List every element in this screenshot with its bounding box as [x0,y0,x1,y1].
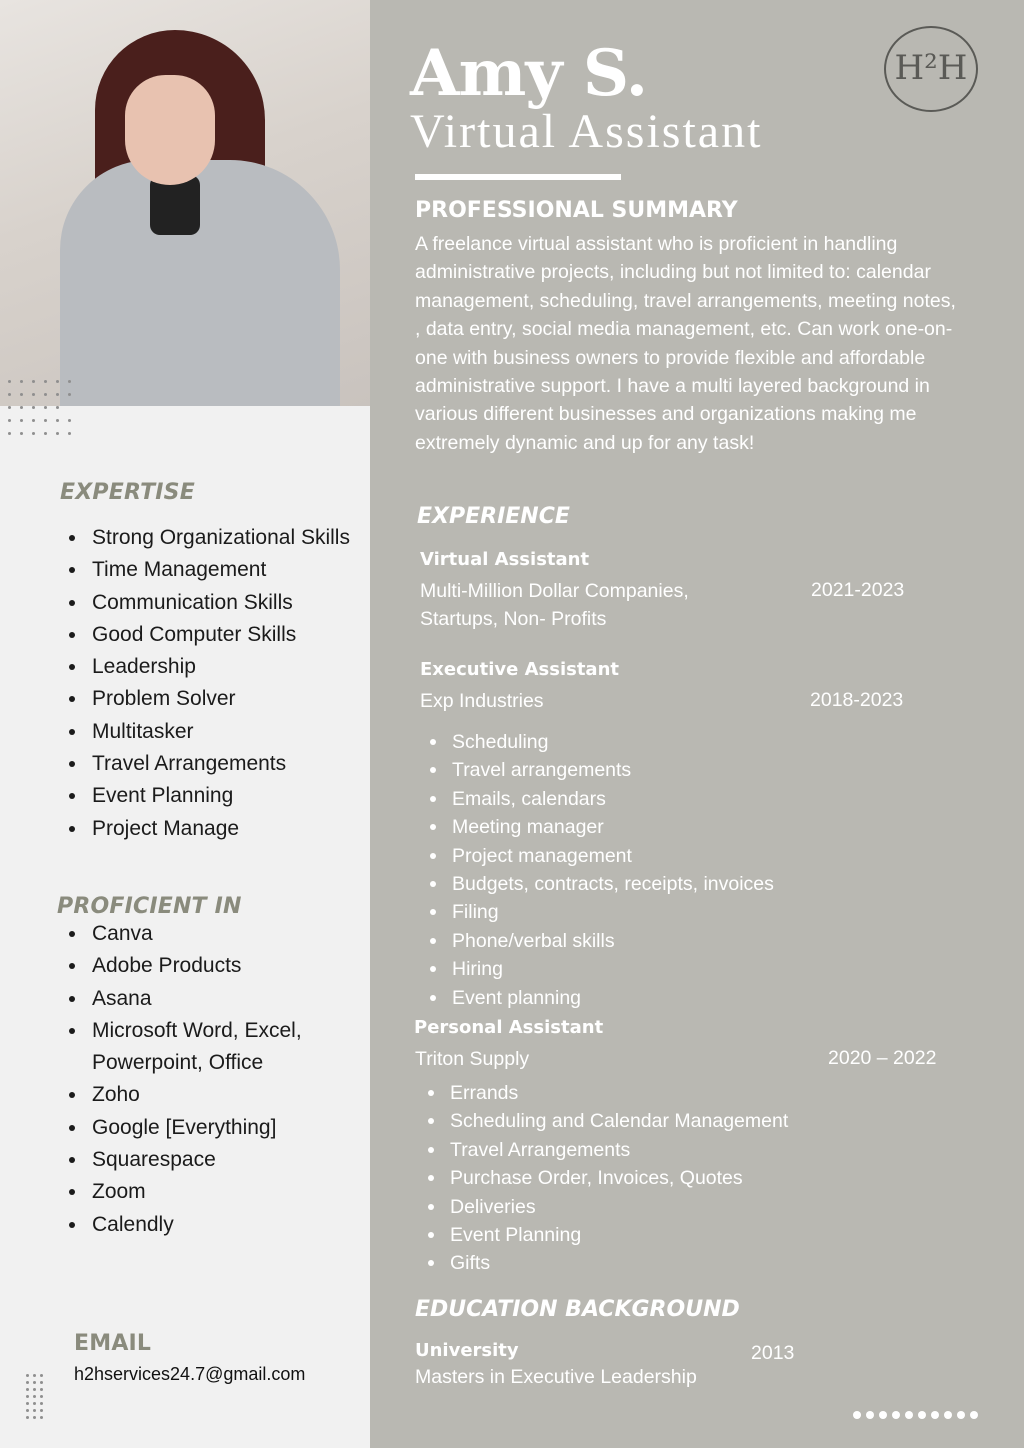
education-heading: EDUCATION BACKGROUND [415,1297,740,1322]
education-year: 2013 [751,1342,795,1364]
candidate-name: Amy S. [410,36,648,111]
summary-text: A freelance virtual assistant who is proficient in handling administrative projects, including but not limited to: calendar management, scheduling, travel arrangements, meeting notes, , data entry, social media management, etc. Can work one-on-one with business owners to provide flexible and affordable administrative support. I have a multi layered background in various different businesses and organizations making me extremely dynamic and up for any task! [415,233,956,454]
list-item: Communication Skills [62,587,350,619]
job-role: Personal Assistant [414,1017,604,1038]
list-item: Canva [62,918,352,950]
left-column [0,0,370,1448]
list-item: Google [Everything] [62,1112,352,1144]
job-company: Triton Supply [415,1048,530,1070]
job-role: Virtual Assistant [420,549,590,570]
brand-logo: H²H [884,26,978,112]
education-school: University [415,1340,519,1361]
list-item: Event Planning [62,780,350,812]
list-item: Deliveries [414,1193,788,1221]
photo-jacket [60,160,340,406]
list-item: Scheduling and Calendar Management [414,1107,788,1135]
list-item: Travel arrangements [416,756,774,784]
job-dates: 2021-2023 [811,579,905,601]
profile-photo [0,0,370,406]
proficient-list [62,918,352,1241]
list-item: Multitasker [62,716,350,748]
list-item: Strong Organizational Skills [62,522,350,554]
proficient-heading: PROFICIENT IN [57,894,242,919]
education-degree: Masters in Executive Leadership [415,1366,697,1388]
list-item: Project management [416,842,774,870]
expertise-list [62,522,350,845]
expertise-heading: EXPERTISE [60,480,195,505]
list-item: Asana [62,983,352,1015]
decorative-dots-footer [853,1404,983,1423]
list-item: Gifts [414,1249,788,1277]
list-item: Travel Arrangements [62,748,350,780]
list-item: Phone/verbal skills [416,927,774,955]
list-item: Budgets, contracts, receipts, invoices [416,870,774,898]
list-item: Good Computer Skills [62,619,350,651]
job-company: Multi-Million Dollar Companies, Startups, Non- Profits [420,580,689,631]
job-duties-list [416,728,774,1012]
job-dates: 2018-2023 [810,689,904,711]
summary-heading: PROFESSIONAL SUMMARY [415,198,738,223]
list-item: Problem Solver [62,683,350,715]
list-item: Travel Arrangements [414,1136,788,1164]
list-item: Zoho [62,1079,352,1111]
job-role: Executive Assistant [420,659,619,680]
job-dates: 2020 – 2022 [828,1047,937,1069]
list-item: Meeting manager [416,813,774,841]
list-item: Hiring [416,955,774,983]
job-company: Exp Industries [420,690,544,712]
email-address[interactable]: h2hservices24.7@gmail.com [74,1364,306,1384]
list-item: Emails, calendars [416,785,774,813]
list-item: Purchase Order, Invoices, Quotes [414,1164,788,1192]
list-item: Event planning [416,984,774,1012]
list-item: Time Management [62,554,350,586]
title-divider [415,174,621,180]
list-item: Squarespace [62,1144,352,1176]
job-duties-list [414,1079,788,1278]
list-item: Errands [414,1079,788,1107]
email-heading: EMAIL [74,1331,152,1356]
list-item: Filing [416,898,774,926]
list-item: Adobe Products [62,950,352,982]
photo-face [125,75,215,185]
list-item: Scheduling [416,728,774,756]
candidate-title: Virtual Assistant [410,105,763,158]
list-item: Microsoft Word, Excel, Powerpoint, Office [62,1015,352,1080]
list-item: Leadership [62,651,350,683]
list-item: Project Manage [62,813,350,845]
experience-heading: EXPERIENCE [417,504,570,529]
list-item: Event Planning [414,1221,788,1249]
list-item: Calendly [62,1209,352,1241]
list-item: Zoom [62,1176,352,1208]
